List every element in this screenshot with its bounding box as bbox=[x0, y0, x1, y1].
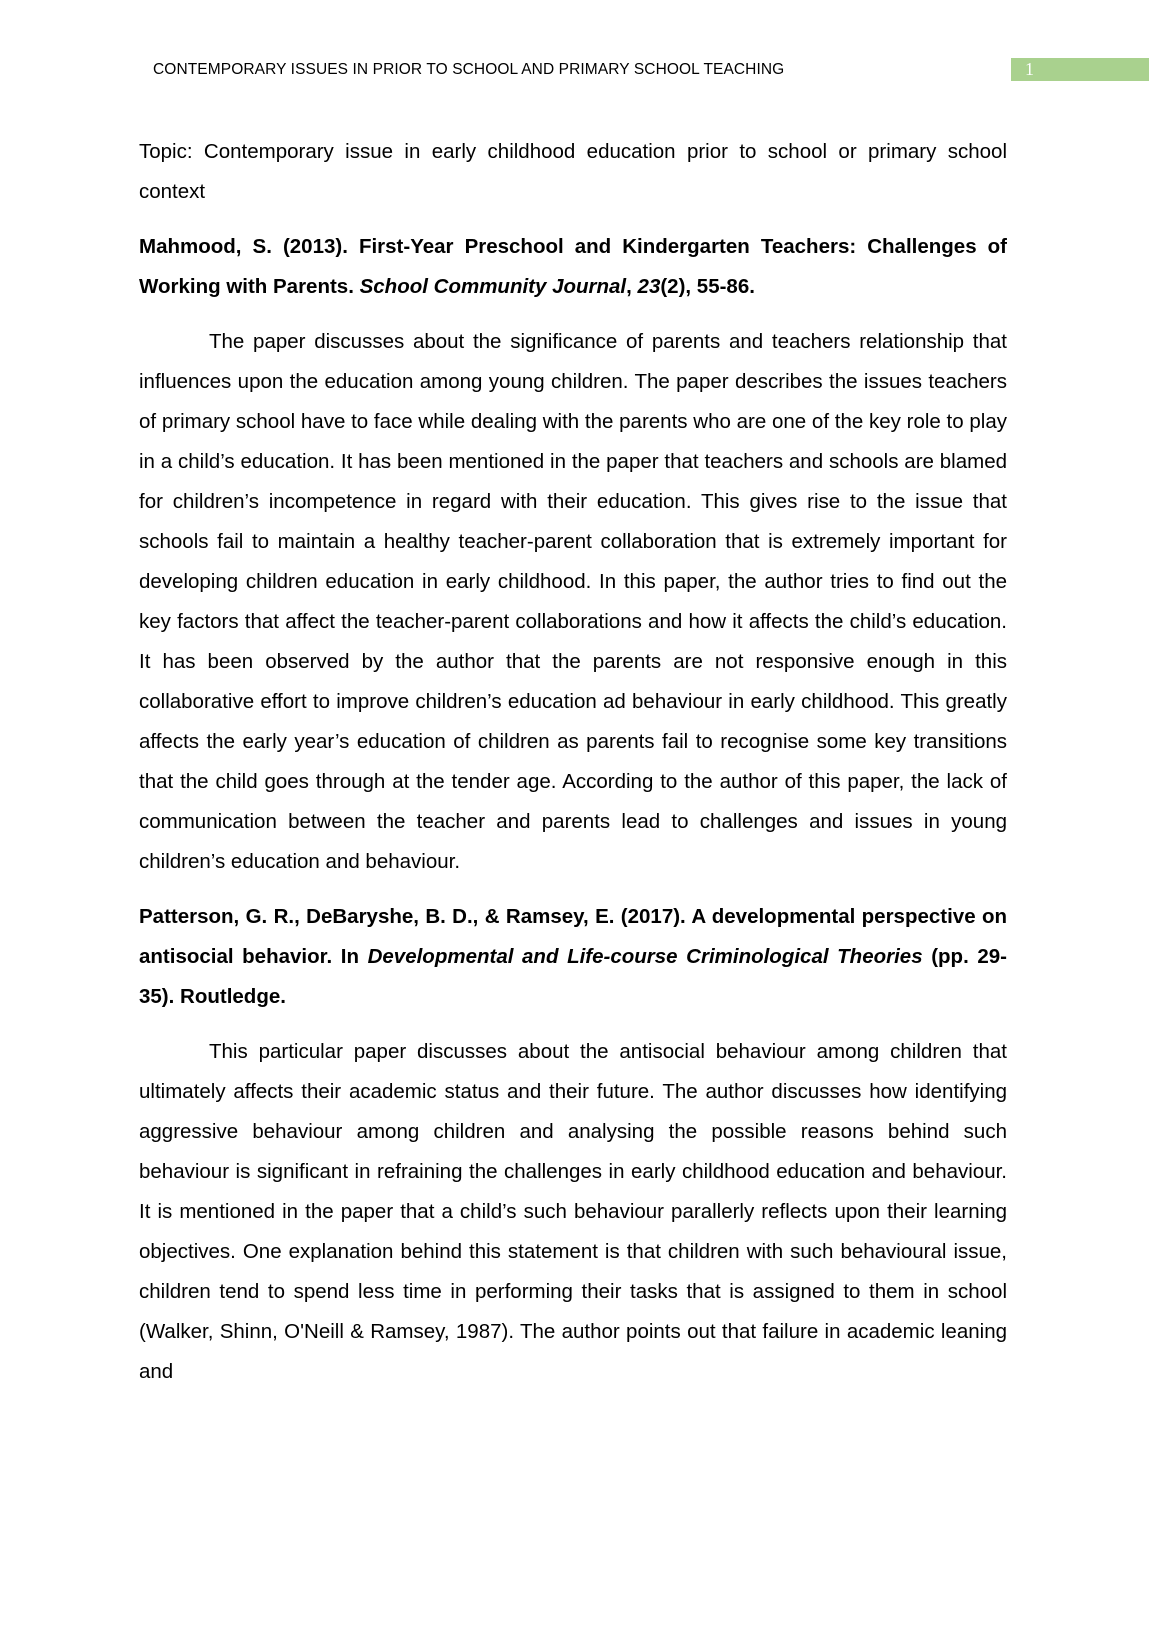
reference-patterson bbox=[139, 897, 1007, 1017]
reference-patterson-authors-title: Patterson, G. R., DeBaryshe, B. D., & Ramsey, E. (2017). A developmental perspective on antisocial behavior. In bbox=[139, 905, 1007, 968]
topic-paragraph: Topic: Contemporary issue in early childhood education prior to school or primary school context bbox=[139, 140, 1007, 203]
reference-patterson-pages-publisher: (pp. 29-35). Routledge. bbox=[139, 945, 1007, 1008]
reference-mahmood-issue-pages: (2), 55-86. bbox=[660, 275, 755, 298]
reference-mahmood-authors-title: Mahmood, S. (2013). First-Year Preschool and Kindergarten Teachers: Challenges of Working with Parents. bbox=[139, 235, 1007, 298]
reference-mahmood-journal: School Community Journal bbox=[359, 275, 627, 298]
running-header-title: CONTEMPORARY ISSUES IN PRIOR TO SCHOOL AND PRIMARY SCHOOL TEACHING bbox=[153, 61, 785, 78]
reference-mahmood bbox=[139, 227, 1007, 307]
reference-patterson-book: Developmental and Life-course Criminological Theories bbox=[367, 945, 923, 968]
reference-mahmood-volume: 23 bbox=[637, 275, 661, 298]
page-number-badge: 1 bbox=[1011, 58, 1149, 81]
document-body bbox=[139, 132, 1007, 1407]
summary-paragraph-2: This particular paper discusses about the antisocial behaviour among children that ultimately affects their academic status and their future. The author discusses how identifying aggressive behaviour among children and analysing the possible reasons behind such behaviour is significant in refraining the challenges in early childhood education and behaviour. It is mentioned in the paper that a child’s such behaviour parallerly reflects upon their learning objectives. One explanation behind this statement is that children with such behavioural issue, children tend to spend less time in performing their tasks that is assigned to them in school (Walker, Shinn, O'Neill & Ramsey, 1987). The author points out that failure in academic leaning and bbox=[139, 1040, 1007, 1383]
reference-mahmood-sep: , bbox=[626, 275, 638, 298]
summary-paragraph-1: The paper discusses about the significance of parents and teachers relationship that influences upon the education among young children. The paper describes the issues teachers of primary school have to face while dealing with the parents who are one of the key role to play in a child’s education. It has been mentioned in the paper that teachers and schools are blamed for children’s incompetence in regard with their education. This gives rise to the issue that schools fail to maintain a healthy teacher-parent collaboration that is extremely important for developing children education in early childhood. In this paper, the author tries to find out the key factors that affect the teacher-parent collaborations and how it affects the child’s education. It has been observed by the author that the parents are not responsive enough in this collaborative effort to improve children’s education ad behaviour in early childhood. This greatly affects the early year’s education of children as parents fail to recognise some key transitions that the child goes through at the tender age. According to the author of this paper, the lack of communication between the teacher and parents lead to challenges and issues in young children’s education and behaviour. bbox=[139, 330, 1007, 873]
